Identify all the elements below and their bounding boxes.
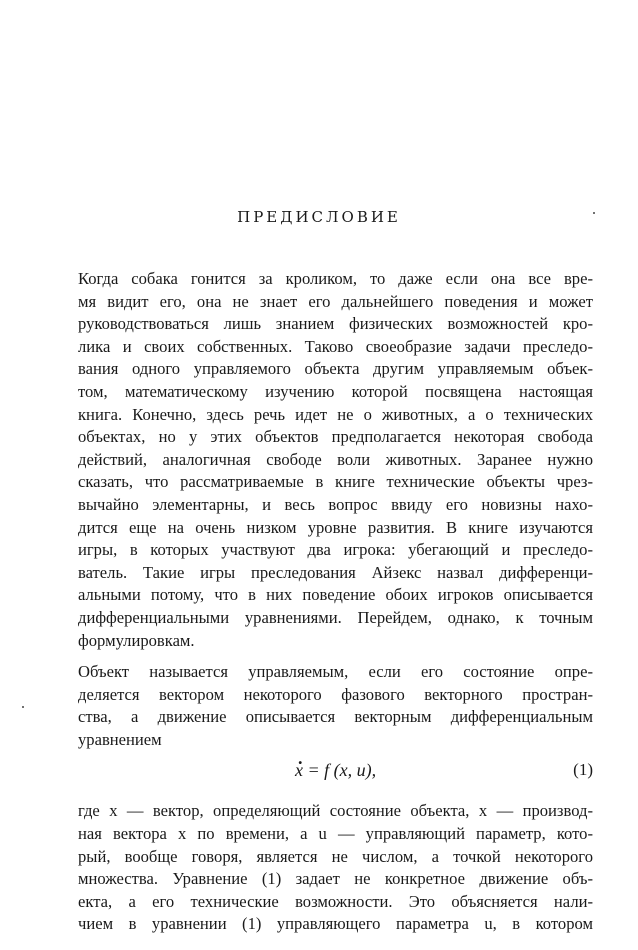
body-text — [78, 268, 593, 936]
text-line: том, математическому изучению которой посвящена настоящая — [78, 381, 593, 401]
text-line: действий, аналогичная свободе воли животных. Заранее нужно — [78, 449, 593, 469]
text-line: ватель. Такие игры преследования Айзекс назвал дифференци- — [78, 562, 593, 582]
text-line: игры, в которых участвуют два игрока: убегающий и преследо- — [78, 540, 593, 560]
text-line: формулировкам. — [78, 630, 195, 650]
equation-body — [78, 759, 593, 782]
paragraph-2 — [78, 661, 593, 751]
equation-rhs: = f (x, u), — [302, 760, 377, 781]
text-line: лика и своих собственных. Таково своеобразие задачи преследо- — [78, 336, 593, 356]
text-line: Когда собака гонится за кроликом, то даже если она все вре- — [78, 269, 593, 288]
text-line: Объект называется управляемым, если его состояние опре- — [78, 662, 593, 682]
scan-speck — [22, 706, 24, 708]
equation-1 — [78, 751, 593, 791]
text-line: дится еще на очень низком уровне развития. В книге изучаются — [78, 517, 593, 537]
text-line: вычайно элементарны, и весь вопрос ввиду его новизны нахо- — [78, 494, 593, 514]
equation-number: (1) — [573, 760, 593, 780]
text-line: деляется вектором некоторого фазового векторного простран- — [78, 684, 593, 704]
text-line: руководствоваться лишь знанием физических возможностей кро- — [78, 314, 593, 334]
paragraph-1 — [78, 268, 593, 652]
paragraph-gap — [78, 652, 593, 661]
text-line: множества. Уравнение (1) задает не конкретное движение объ- — [78, 869, 593, 889]
paragraph-3 — [78, 800, 593, 936]
page-heading: ПРЕДИСЛОВИЕ — [237, 208, 401, 226]
text-line: екта, а его технические возможности. Это объясняется нали- — [78, 891, 593, 911]
text-line: ная вектора x по времени, а u — управляющий параметр, кото- — [78, 824, 593, 844]
text-line: чием в уравнении (1) управляющего параметра u, в котором — [78, 914, 593, 934]
text-line: дифференциальными уравнениями. Перейдем, однако, к точным — [78, 607, 593, 627]
text-line: книга. Конечно, здесь речь идет не о животных, а о технических — [78, 404, 593, 424]
text-line: где x — вектор, определяющий состояние объекта, x — производ- — [78, 801, 593, 821]
text-line: ства, а движение описывается векторным дифференциальным — [78, 707, 593, 727]
text-line: вания одного управляемого объекта другим управляемым объек- — [78, 359, 593, 379]
text-line: мя видит его, она не знает его дальнейшего поведения и может — [78, 291, 593, 311]
text-line: рый, вообще говоря, является не числом, а точкой некоторого — [78, 846, 593, 866]
text-line: уравнением — [78, 729, 162, 749]
text-line: сказать, что рассматриваемые в книге технические объекты чрез- — [78, 472, 593, 492]
text-line: объектах, но у этих объектов предполагается некоторая свобода — [78, 427, 593, 447]
equation-lhs: . x — [295, 759, 303, 782]
paragraph-gap — [78, 791, 593, 800]
text-line: альными потому, что в них поведение обоих игроков описывается — [78, 585, 593, 605]
